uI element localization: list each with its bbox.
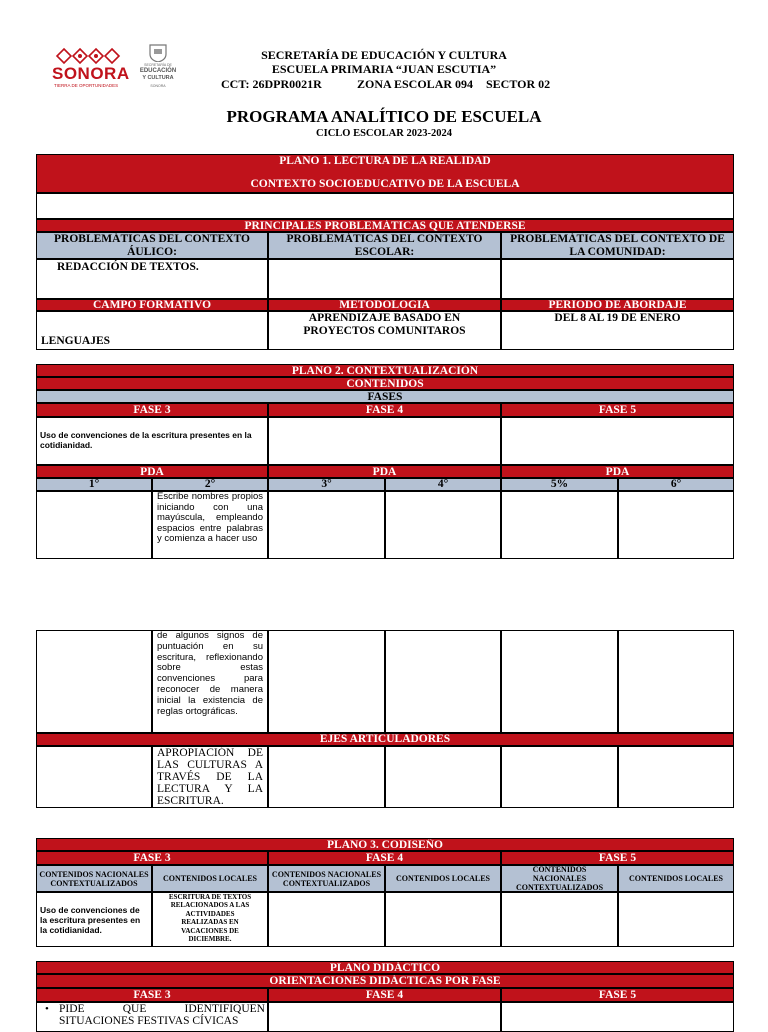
p4-bullet-item	[45, 1003, 265, 1027]
col-contexto-escolar: PROBLEMÁTICAS DEL CONTEXTO ESCOLAR:	[268, 232, 501, 259]
p3-cl-f4-label: CONTENIDOS LOCALES	[395, 874, 491, 883]
p3-cl-f5-label: CONTENIDOS LOCALES	[628, 874, 724, 883]
plano1-title: PLANO 1. LECTURA DE LA REALIDAD	[36, 154, 734, 167]
contenidos-label: CONTENIDOS	[36, 377, 734, 390]
p2-fase4-hdr: FASE 4	[268, 403, 501, 417]
p4-fase3-hdr: FASE 3	[36, 988, 268, 1002]
plano-didactico-title: PLANO DIDÁCTICO	[36, 961, 734, 974]
p3-fase4-hdr: FASE 4	[268, 851, 501, 865]
ejes-1-cell	[36, 746, 152, 808]
sonora-logo	[50, 46, 134, 90]
p4-fase5-hdr: FASE 5	[501, 988, 734, 1002]
pda-1-cell	[36, 491, 152, 559]
plano2-title: PLANO 2. CONTEXTUALIZACIÓN	[36, 364, 734, 377]
p3-cl-f4-value-cell	[385, 892, 501, 947]
contexto-socioeducativo-value	[36, 193, 734, 219]
grado-5: 5%	[501, 478, 618, 491]
principales-problematicas: PRINCIPALES PROBLEMÁTICAS QUE ATENDERSE	[36, 219, 734, 232]
grado-4: 4°	[385, 478, 501, 491]
p4-bullet-text: PIDE QUE IDENTIFIQUEN SITUACIONES FESTIVAS CÍVICAS	[59, 1003, 265, 1027]
pda-2-cell	[152, 491, 268, 559]
col-contexto-aulico: PROBLEMÁTICAS DEL CONTEXTO ÁULICO:	[36, 232, 268, 259]
p3-cnc-f4-value-cell	[268, 892, 385, 947]
p3-cl-f3-value-cell	[152, 892, 268, 947]
metodologia-hdr: METODOLOGÍA	[268, 299, 501, 311]
campo-formativo-value: LENGUAJES	[41, 335, 111, 347]
header-cct: CCT: 26DPR0021R	[221, 77, 322, 91]
ejes-3-cell	[268, 746, 385, 808]
p2-fase3-hdr: FASE 3	[36, 403, 268, 417]
contexto-socioeducativo-label: CONTEXTO SOCIOEDUCATIVO DE LA ESCUELA	[250, 178, 520, 190]
p4-fase4-hdr: FASE 4	[268, 988, 501, 1002]
campo-formativo-cell	[36, 311, 268, 350]
pda-2-cont-cell	[152, 630, 268, 733]
sonora-logo-subtext: TIERRA DE OPORTUNIDADES	[54, 83, 119, 88]
p4-f5-cell	[501, 1002, 734, 1032]
grado-3: 3°	[268, 478, 385, 491]
p3-fase3-hdr: FASE 3	[36, 851, 268, 865]
p3-cnc-f3	[36, 865, 152, 892]
p3-cl-f5-value-cell	[618, 892, 734, 947]
ejes-4-cell	[385, 746, 501, 808]
aulico-value-cell	[36, 259, 268, 299]
grado-2: 2°	[152, 478, 268, 491]
escolar-value-cell	[268, 259, 501, 299]
shield-icon	[148, 44, 168, 62]
p3-cl-f5	[618, 865, 734, 892]
plano1-red-band	[36, 167, 734, 193]
bullet-icon: •	[45, 1003, 49, 1015]
p3-cl-f4	[385, 865, 501, 892]
metodologia-value: APRENDIZAJE BASADO EN PROYECTOS COMUNITAROS	[303, 312, 466, 337]
pda-1-cont-cell	[36, 630, 152, 733]
p3-fase5-hdr: FASE 5	[501, 851, 734, 865]
p2-contenido-f5-cell	[501, 417, 734, 465]
header-sector: SECTOR 02	[486, 77, 551, 91]
ejes-5-cell	[501, 746, 618, 808]
pda-2-text-part2: de algunos signos de puntuación en su escritura, reflexionando sobre estas convenciones para reconocer de manera inicial la existencia de reglas ortográficas.	[157, 630, 263, 717]
p3-cnc-f3-value-cell	[36, 892, 152, 947]
p3-cnc-f5-value-cell	[501, 892, 618, 947]
pda-3-cont-cell	[268, 630, 385, 733]
pda-3-cell	[268, 491, 385, 559]
sec-logo-top: SECRETARÍA DE	[144, 63, 172, 67]
p3-cnc-f3-label: CONTENIDOS NACIONALES CONTEXTUALIZADOS	[39, 869, 149, 888]
p3-cl-f3-value: ESCRITURA DE TEXTOS RELACIONADOS A LAS ACTIVIDADES REALIZADAS EN VACACIONES DE DICIEMBRE.	[168, 893, 252, 944]
p3-cnc-f5-label: CONTENIDOS NACIONALES CONTEXTUALIZADOS	[515, 865, 604, 892]
header-line1: SECRETARÍA DE EDUCACIÓN Y CULTURA	[261, 48, 507, 62]
pda-2-text-part1: Escribe nombres propios iniciando con una mayúscula, empleando espacios entre palabras y comienza a hacer uso	[157, 491, 263, 544]
pda-hdr-f5: PDA	[501, 465, 734, 478]
header-line2: ESCUELA PRIMARIA “JUAN ESCUTIA”	[271, 62, 497, 76]
header-zona: ZONA ESCOLAR 094	[357, 77, 474, 91]
periodo-hdr: PERÍODO DE ABORDAJE	[501, 299, 734, 311]
sec-logo-line2: Y CULTURA	[142, 75, 174, 81]
ejes-articuladores-hdr: EJES ARTICULADORES	[36, 733, 734, 746]
p3-cnc-f4-label: CONTENIDOS NACIONALES CONTEXTUALIZADOS	[271, 869, 382, 888]
pda-5-cont-cell	[501, 630, 618, 733]
pda-6-cont-cell	[618, 630, 734, 733]
p2-contenido-f4-cell	[268, 417, 501, 465]
p3-cnc-f4	[268, 865, 385, 892]
aulico-value: REDACCIÓN DE TEXTOS.	[57, 261, 199, 273]
pda-4-cell	[385, 491, 501, 559]
ciclo-escolar: CICLO ESCOLAR 2023-2024	[316, 128, 452, 139]
p3-cl-f3-label: CONTENIDOS LOCALES	[162, 874, 258, 883]
p4-f4-cell	[268, 1002, 501, 1032]
metodologia-cell	[268, 311, 501, 350]
p2-fase5-hdr: FASE 5	[501, 403, 734, 417]
col-contexto-comunidad: PROBLEMÁTICAS DEL CONTEXTO DE LA COMUNIDAD:	[501, 232, 734, 259]
pda-5-cell	[501, 491, 618, 559]
grado-1: 1°	[36, 478, 152, 491]
sec-logo-line3: SONORA	[150, 84, 166, 88]
plano3-title: PLANO 3. CODISEÑO	[36, 838, 734, 851]
orientaciones-hdr: ORIENTACIONES DIDÁCTICAS POR FASE	[36, 974, 734, 988]
p2-contenido-f3: Uso de convenciones de la escritura presentes en la cotidianidad.	[40, 430, 252, 450]
pda-6-cell	[618, 491, 734, 559]
sonora-emblem-icon	[50, 46, 134, 66]
sonora-logo-text: SONORA	[52, 64, 130, 83]
p2-contenido-f3-cell	[36, 417, 268, 465]
fases-label: FASES	[36, 390, 734, 403]
sec-logo-line1: EDUCACIÓN	[139, 68, 177, 74]
campo-formativo-hdr: CAMPO FORMATIVO	[36, 299, 268, 311]
ejes-2-cell	[152, 746, 268, 808]
p4-f3-cell	[36, 1002, 268, 1032]
pda-hdr-f3: PDA	[36, 465, 268, 478]
pda-4-cont-cell	[385, 630, 501, 733]
ejes-6-cell	[618, 746, 734, 808]
grado-6: 6°	[618, 478, 734, 491]
p3-cl-f3	[152, 865, 268, 892]
periodo-value: DEL 8 AL 19 DE ENERO	[554, 312, 681, 324]
p3-cnc-f3-value: Uso de convenciones de la escritura presentes en la cotidianidad.	[40, 905, 141, 935]
sec-logo	[138, 44, 178, 92]
page-title: PROGRAMA ANALÍTICO DE ESCUELA	[226, 107, 542, 126]
p3-cnc-f5	[501, 865, 618, 892]
pda-hdr-f4: PDA	[268, 465, 501, 478]
periodo-cell	[501, 311, 734, 350]
ejes-value: APROPIACIÓN DE LAS CULTURAS A TRAVÉS DE LA LECTURA Y LA ESCRITURA.	[157, 747, 263, 807]
comunidad-value-cell	[501, 259, 734, 299]
